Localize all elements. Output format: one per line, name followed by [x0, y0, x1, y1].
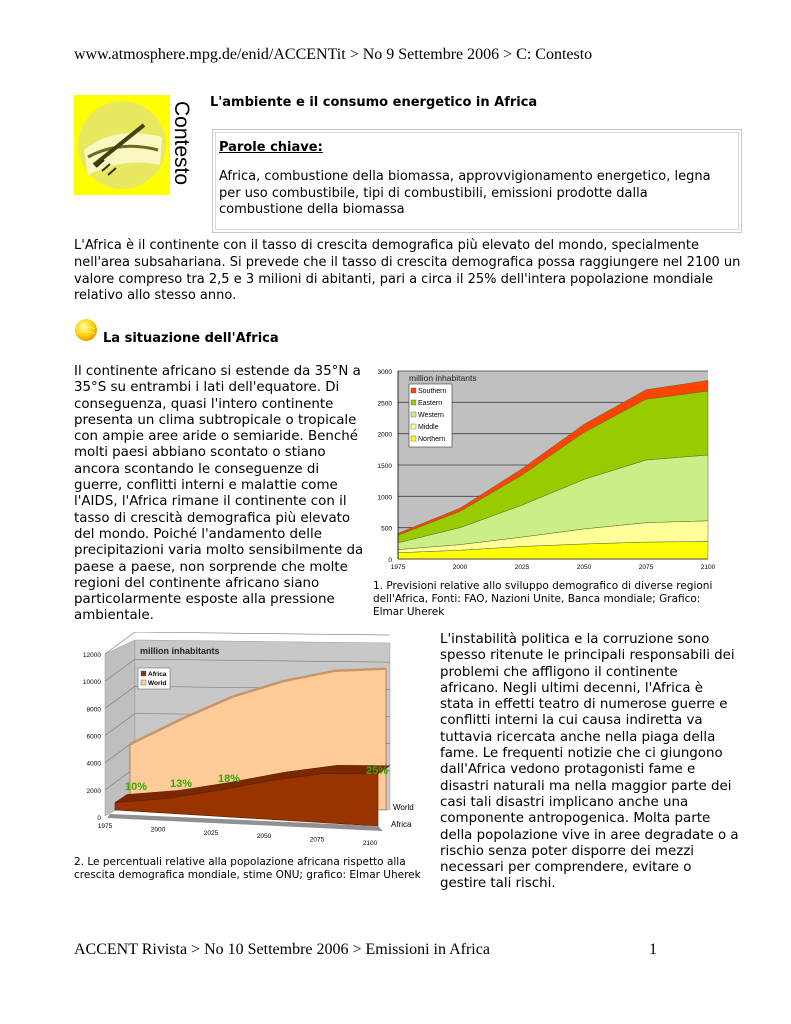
legend-label-middle: Middle	[418, 424, 439, 431]
y-tick-label: 2000	[86, 787, 101, 795]
legend-swatch-western	[411, 412, 416, 417]
chart-africa-regions	[368, 365, 716, 577]
annotation-label: 10%	[125, 781, 148, 793]
y-tick-label: 0	[97, 815, 101, 822]
legend-label-world: World	[148, 680, 167, 687]
legend-swatch-world	[141, 680, 146, 685]
legend-swatch-northern	[411, 436, 416, 441]
book-pen-icon	[74, 95, 192, 195]
annotation-label: 18%	[218, 773, 241, 785]
x-tick-label: 2000	[452, 564, 468, 571]
x-tick-label: 1975	[97, 823, 113, 830]
page-footer: ACCENT Rivista > No 10 Settembre 2006 > Emissioni in Africa	[74, 941, 490, 958]
legend-label-africa: Africa	[148, 671, 167, 678]
intro-paragraph: L'Africa è il continente con il tasso di crescita demografica più elevato del mondo, specialmente nell'area subsahariana. Si prevede che il tasso di crescita demografica possa raggiungere nel 2100 un valore compreso tra 2,5 e 3 milioni di abitanti, pari a circa il 25% dell'intera popolazione mondiale relativo allo stesso anno.	[74, 238, 741, 304]
x-tick-label: 2075	[638, 564, 654, 571]
section-title: La situazione dell'Africa	[103, 331, 279, 346]
legend-label-northern: Northern	[418, 436, 446, 443]
y-tick-label: 4000	[86, 760, 101, 768]
caption-figure-2: 2. Le percentuali relative alla popolazione africana rispetto alla crescita demografica mondiale, stime ONU; grafico: Elmar Uherek	[74, 856, 421, 881]
y-tick-label: 12000	[82, 652, 101, 659]
logo-label: Contesto	[170, 101, 192, 186]
x-tick-label: 2000	[150, 826, 166, 834]
y-tick-label: 2000	[377, 431, 392, 439]
chart-title: million inhabitants	[140, 646, 220, 656]
y-tick-label: 10000	[82, 679, 101, 687]
x-tick-label: 2100	[362, 840, 378, 847]
legend-swatch-eastern	[411, 400, 416, 405]
x-tick-label: 2100	[700, 564, 716, 571]
page-number: 1	[649, 941, 657, 958]
legend-swatch-africa	[141, 671, 146, 676]
legend-swatch-southern	[411, 388, 416, 393]
y-tick-label: 1000	[377, 494, 392, 502]
depth-label-africa: Africa	[391, 820, 412, 829]
yellow-sphere-icon	[74, 318, 98, 342]
keywords-box	[212, 129, 742, 233]
x-tick-label: 2050	[576, 564, 592, 571]
chart-title: million inhabitants	[409, 373, 477, 383]
legend-swatch-middle	[411, 424, 416, 429]
annotation-label: 13%	[170, 778, 193, 790]
keywords-label: Parole chiave:	[219, 140, 323, 155]
depth-label-world: World	[393, 803, 414, 812]
contesto-logo	[74, 95, 192, 195]
legend-label-eastern: Eastern	[418, 400, 443, 407]
annotation-label: 25%	[366, 765, 389, 777]
x-tick-label: 2050	[256, 833, 272, 841]
caption-figure-1: 1. Previsioni relative allo sviluppo demografico di diverse regioni dell'Africa, Fonti: FAO, Nazioni Unite, Banca mondiale; Grafico: Elmar Uherek	[373, 580, 713, 618]
y-tick-label: 500	[381, 525, 392, 533]
y-tick-label: 3000	[377, 369, 392, 376]
x-tick-label: 2025	[514, 564, 530, 571]
chart-africa-vs-world	[70, 632, 420, 854]
x-tick-label: 2025	[203, 829, 219, 837]
y-tick-label: 0	[388, 557, 392, 564]
keywords-text: Africa, combustione della biomassa, approvvigionamento energetico, legna per uso combustibile, tipi di combustibili, emissioni prodotte dalla combustione della biomassa	[219, 169, 711, 217]
legend-label-southern: Southern	[418, 388, 447, 395]
y-tick-label: 2500	[377, 400, 392, 408]
x-tick-label: 2075	[309, 836, 325, 844]
x-tick-label: 1975	[390, 564, 406, 571]
y-tick-label: 8000	[86, 706, 101, 714]
y-tick-label: 1500	[377, 463, 392, 470]
page-title: L'ambiente e il consumo energetico in Africa	[210, 95, 538, 110]
body-column-right: L'instabilità politica e la corruzione sono spesso ritenute le principali responsabili dei problemi che affligono il continente africano. Negli ultimi decenni, l'Africa è stata in effetti teatro di numerose guerre e conflitti interni la cui causa indiretta va tuttavia ricercata anche nella piaga della fame. Le frequenti notizie che ci giungono dall'Africa vedono protagonisti fame e disastri naturali ma nella maggior parte dei casi tali disastri implicano anche una componente antropogenica. Molta parte della popolazione vive in aree degradate o a rischio senza poter disporre dei mezzi necessari per comprendere, evitare o gestire tali rischi.	[440, 632, 739, 892]
body-column-left: Il continente africano si estende da 35°N a 35°S su entrambi i lati dell'equatore. Di conseguenza, quasi l'intero continente presenta un clima subtropicale o tropicale con ampie aree aride o semiaride. Benché molti paesi abbiano scontato o stiano ancora scontando le conseguenze di guerre, conflitti interni e malattie come l'AIDS, l'Africa rimane il continente con il tasso di crescità demografica più elevato del mondo. Poiché l'andamento delle precipitazioni varia molto sensibilmente da paese a paese, non sorprende che molte regioni del continente africano siano particolarmente esposte alla pressione ambientale.	[74, 364, 364, 624]
page-header: www.atmosphere.mpg.de/enid/ACCENTit > No 9 Settembre 2006 > C: Contesto	[74, 46, 593, 63]
y-tick-label: 6000	[86, 733, 101, 741]
legend-label-western: Western	[418, 412, 444, 419]
